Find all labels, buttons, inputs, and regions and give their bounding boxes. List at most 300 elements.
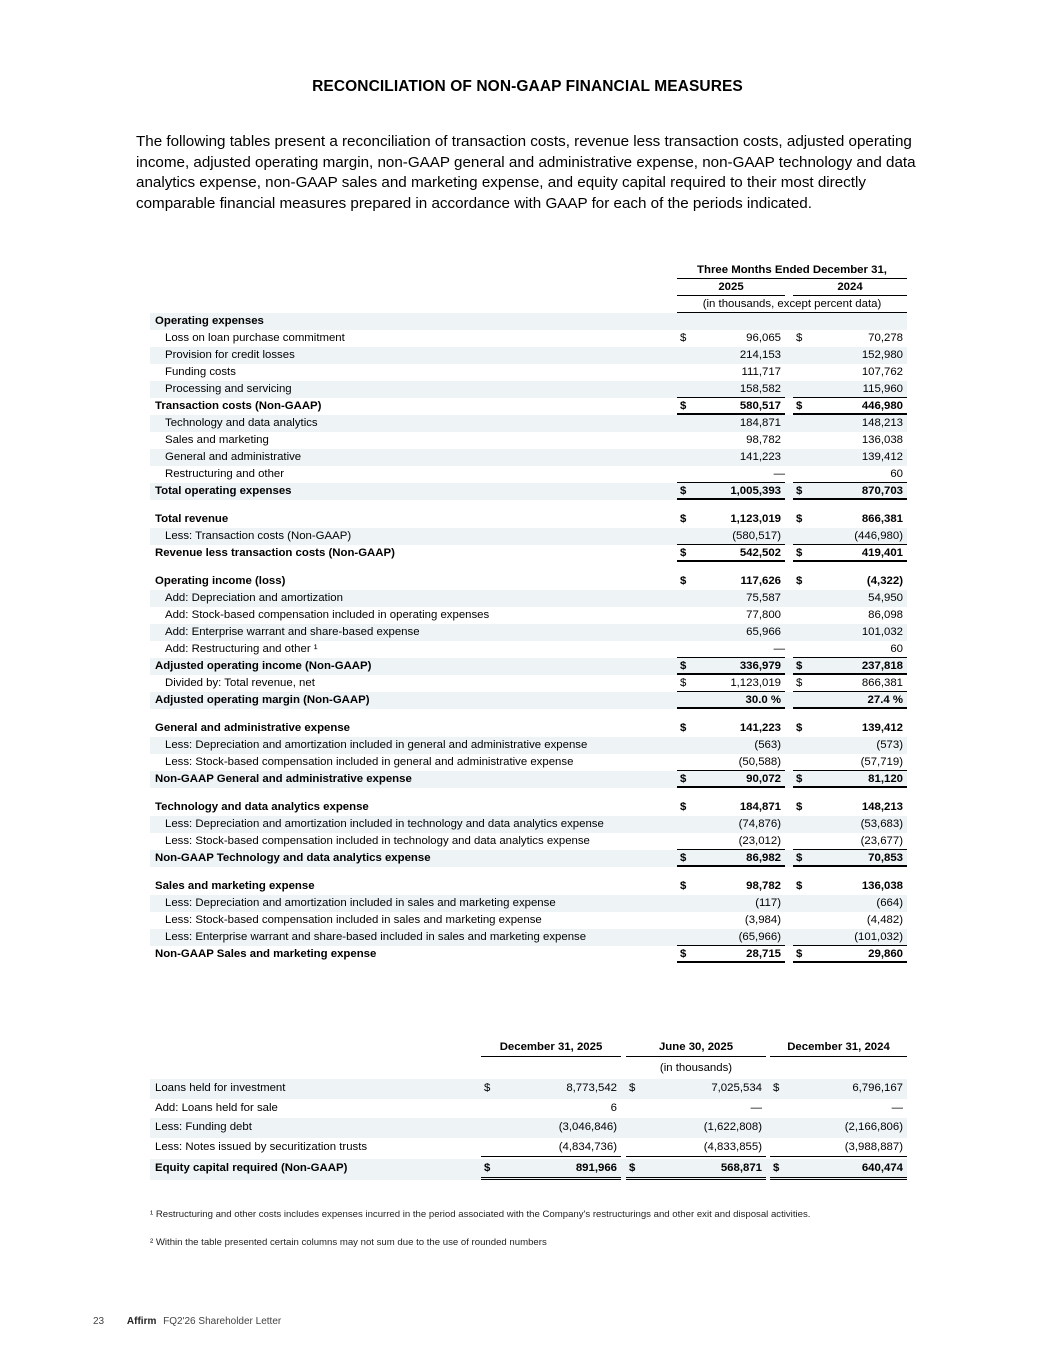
value: 336,979 bbox=[739, 660, 781, 672]
table-row bbox=[150, 816, 907, 833]
value-cell bbox=[677, 483, 785, 500]
value: 60 bbox=[890, 468, 903, 480]
value-cell bbox=[677, 415, 785, 432]
row-label: Non-GAAP Sales and marketing expense bbox=[155, 948, 377, 960]
value-cell bbox=[793, 816, 907, 833]
value: 139,412 bbox=[861, 451, 903, 463]
value: 136,038 bbox=[861, 880, 903, 892]
value: 77,800 bbox=[746, 609, 781, 621]
currency-symbol: $ bbox=[680, 400, 687, 412]
value: (573) bbox=[876, 739, 903, 751]
value-cell bbox=[677, 432, 785, 449]
intro-paragraph: The following tables present a reconciliation of transaction costs, revenue less transaction costs, adjusted operating income, adjusted operating margin, non-GAAP general and administrative expense, non-GAAP technology and data analytics expense, non-GAAP sales and marketing expense, and equity capital required to their most directly comparable financial measures prepared in accordance with GAAP for each of the periods indicated. bbox=[136, 133, 916, 212]
currency-symbol: $ bbox=[773, 1162, 780, 1174]
value: (563) bbox=[754, 739, 781, 751]
row-label: Loans held for investment bbox=[155, 1082, 286, 1094]
currency-symbol: $ bbox=[796, 722, 803, 734]
value: 75,587 bbox=[746, 592, 781, 604]
currency-symbol: $ bbox=[680, 852, 687, 864]
value-cell bbox=[793, 398, 907, 415]
row-label: Add: Stock-based compensation included in operating expenses bbox=[165, 609, 490, 621]
value-cell bbox=[677, 573, 785, 590]
table-row bbox=[150, 799, 907, 816]
row-label: Loss on loan purchase commitment bbox=[165, 332, 345, 344]
period-header: Three Months Ended December 31, bbox=[677, 262, 907, 279]
row-label: Sales and marketing expense bbox=[155, 880, 315, 892]
row-label: Provision for credit losses bbox=[165, 349, 295, 361]
col-2024-header: 2024 bbox=[793, 279, 907, 296]
currency-symbol: $ bbox=[796, 773, 803, 785]
table-row bbox=[150, 771, 907, 788]
table-row bbox=[150, 398, 907, 415]
value: (117) bbox=[755, 897, 781, 909]
value: 1,123,019 bbox=[730, 513, 781, 525]
row-label: Processing and servicing bbox=[165, 383, 292, 395]
value: — bbox=[773, 643, 785, 655]
value-cell bbox=[677, 590, 785, 607]
currency-symbol: $ bbox=[680, 485, 687, 497]
value: (664) bbox=[876, 897, 903, 909]
value-cell bbox=[481, 1099, 621, 1119]
row-label: Less: Stock-based compensation included in technology and data analytics expense bbox=[165, 835, 590, 847]
value: (446,980) bbox=[854, 530, 903, 542]
value: (580,517) bbox=[732, 530, 781, 542]
value: 86,982 bbox=[746, 852, 781, 864]
reconciliation-table bbox=[150, 262, 907, 963]
value-cell bbox=[626, 1099, 766, 1119]
currency-symbol: $ bbox=[680, 332, 687, 344]
value: 65,966 bbox=[746, 626, 781, 638]
units-note: (in thousands, except percent data) bbox=[677, 296, 907, 313]
page-title: RECONCILIATION OF NON-GAAP FINANCIAL MEASURES bbox=[312, 78, 743, 95]
value-cell bbox=[793, 946, 907, 963]
value: (1,622,808) bbox=[703, 1121, 762, 1133]
row-label: Revenue less transaction costs (Non-GAAP) bbox=[155, 547, 395, 559]
row-label: Operating income (loss) bbox=[155, 575, 286, 587]
value: 542,502 bbox=[739, 547, 781, 559]
value: 60 bbox=[890, 643, 903, 655]
value-cell bbox=[677, 946, 785, 963]
row-label: Funding costs bbox=[165, 366, 236, 378]
table-row bbox=[150, 833, 907, 850]
table2-units-row bbox=[150, 1059, 907, 1079]
col-dec-2025-header: December 31, 2025 bbox=[481, 1038, 621, 1057]
value-cell bbox=[626, 1159, 766, 1180]
value-cell bbox=[793, 466, 907, 483]
value: (101,032) bbox=[854, 931, 903, 943]
currency-symbol: $ bbox=[773, 1082, 780, 1094]
row-label: Less: Funding debt bbox=[155, 1121, 252, 1133]
currency-symbol: $ bbox=[680, 575, 687, 587]
value-cell bbox=[793, 771, 907, 788]
value-cell bbox=[770, 1079, 907, 1099]
value-cell bbox=[793, 415, 907, 432]
currency-symbol: $ bbox=[680, 513, 687, 525]
footnote-1: ¹ Restructuring and other costs includes expenses incurred in the period associated with the Company's restructurings and other exit and disposal activities. bbox=[150, 1209, 811, 1220]
currency-symbol: $ bbox=[629, 1082, 636, 1094]
col-dec-2024-header: December 31, 2024 bbox=[770, 1038, 907, 1057]
row-label: Restructuring and other bbox=[165, 468, 285, 480]
table-row bbox=[150, 850, 907, 867]
value-cell bbox=[677, 878, 785, 895]
table-row bbox=[150, 1079, 907, 1099]
row-spacer bbox=[150, 867, 907, 878]
currency-symbol: $ bbox=[680, 801, 687, 813]
value: 1,005,393 bbox=[730, 485, 781, 497]
table2-units: (in thousands) bbox=[659, 1062, 733, 1074]
value: 148,213 bbox=[861, 417, 903, 429]
value-cell bbox=[793, 675, 907, 692]
value: 98,782 bbox=[746, 880, 781, 892]
value-cell bbox=[793, 364, 907, 381]
value: 107,762 bbox=[861, 366, 903, 378]
value-cell bbox=[677, 816, 785, 833]
value-cell bbox=[793, 528, 907, 545]
currency-symbol: $ bbox=[796, 852, 803, 864]
row-label: Less: Depreciation and amortization included in sales and marketing expense bbox=[165, 897, 556, 909]
table-row bbox=[150, 1159, 907, 1180]
value-cell bbox=[793, 754, 907, 771]
value: 640,474 bbox=[861, 1162, 903, 1174]
table-row bbox=[150, 449, 907, 466]
table-row bbox=[150, 466, 907, 483]
value: — bbox=[750, 1101, 762, 1114]
row-label: Less: Stock-based compensation included in general and administrative expense bbox=[165, 756, 574, 768]
table-row bbox=[150, 511, 907, 528]
value: 54,950 bbox=[868, 592, 903, 604]
row-label: Operating expenses bbox=[155, 315, 264, 327]
row-label: Adjusted operating margin (Non-GAAP) bbox=[155, 694, 370, 706]
value: 136,038 bbox=[861, 434, 903, 446]
value-cell bbox=[793, 799, 907, 816]
table-row bbox=[150, 624, 907, 641]
table-row bbox=[150, 364, 907, 381]
table-row bbox=[150, 878, 907, 895]
value-cell bbox=[626, 1138, 766, 1158]
row-label: Divided by: Total revenue, net bbox=[165, 677, 315, 689]
value-cell bbox=[793, 895, 907, 912]
value: 141,223 bbox=[739, 451, 781, 463]
value: 115,960 bbox=[862, 383, 903, 395]
value: 580,517 bbox=[739, 400, 781, 412]
value: 81,120 bbox=[868, 773, 903, 785]
value-cell bbox=[677, 364, 785, 381]
value-cell bbox=[677, 545, 785, 562]
row-label: Transaction costs (Non-GAAP) bbox=[155, 400, 322, 412]
currency-symbol: $ bbox=[680, 547, 687, 559]
value: (4,834,736) bbox=[558, 1140, 617, 1153]
value-cell bbox=[793, 330, 907, 347]
table-row bbox=[150, 1138, 907, 1158]
value-cell bbox=[793, 658, 907, 675]
currency-symbol: $ bbox=[680, 880, 687, 892]
table-header-units bbox=[150, 296, 907, 313]
value-cell bbox=[793, 833, 907, 850]
table-row bbox=[150, 641, 907, 658]
col-jun-2025-header: June 30, 2025 bbox=[626, 1038, 766, 1057]
value-cell bbox=[793, 850, 907, 867]
table-row bbox=[150, 658, 907, 675]
col-2025-header: 2025 bbox=[677, 279, 785, 296]
value-cell bbox=[481, 1118, 621, 1138]
value: (57,719) bbox=[860, 756, 903, 768]
row-label: Less: Enterprise warrant and share-based included in sales and marketing expense bbox=[165, 931, 587, 943]
value-cell bbox=[677, 754, 785, 771]
value-cell bbox=[677, 799, 785, 816]
currency-symbol: $ bbox=[796, 332, 803, 344]
value-cell bbox=[793, 511, 907, 528]
value-cell bbox=[793, 573, 907, 590]
value: (4,833,855) bbox=[703, 1140, 762, 1153]
value-cell bbox=[677, 850, 785, 867]
value: 111,717 bbox=[741, 366, 781, 378]
value-cell bbox=[677, 528, 785, 545]
value: 568,871 bbox=[720, 1162, 762, 1174]
value-cell bbox=[677, 675, 785, 692]
row-label: Add: Depreciation and amortization bbox=[165, 592, 343, 604]
value-cell bbox=[770, 1159, 907, 1180]
currency-symbol: $ bbox=[796, 660, 803, 672]
row-label: Total operating expenses bbox=[155, 485, 292, 497]
value: 30.0 % bbox=[745, 694, 781, 706]
doc-name: FQ2'26 Shareholder Letter bbox=[163, 1316, 282, 1327]
value-cell bbox=[677, 511, 785, 528]
value-cell bbox=[770, 1099, 907, 1119]
value-cell bbox=[677, 347, 785, 364]
value-cell bbox=[793, 607, 907, 624]
equity-capital-table bbox=[150, 1038, 907, 1180]
value: 7,025,534 bbox=[711, 1082, 762, 1094]
value: 90,072 bbox=[746, 773, 781, 785]
value: 86,098 bbox=[868, 609, 903, 621]
value: 237,818 bbox=[861, 660, 903, 672]
value-cell bbox=[677, 912, 785, 929]
table-row bbox=[150, 545, 907, 562]
row-label: Non-GAAP Technology and data analytics expense bbox=[155, 852, 431, 864]
value: (50,588) bbox=[738, 756, 781, 768]
table-row bbox=[150, 528, 907, 545]
table-header-period bbox=[150, 262, 907, 279]
table-row bbox=[150, 607, 907, 624]
value-cell bbox=[793, 545, 907, 562]
value: 184,871 bbox=[739, 417, 781, 429]
value: (3,984) bbox=[744, 914, 781, 926]
value: 891,966 bbox=[575, 1162, 617, 1174]
value-cell bbox=[793, 929, 907, 946]
currency-symbol: $ bbox=[629, 1162, 636, 1174]
value: 70,853 bbox=[868, 852, 903, 864]
row-label: Less: Depreciation and amortization included in general and administrative expense bbox=[165, 739, 588, 751]
row-label: Technology and data analytics expense bbox=[155, 801, 369, 813]
value-cell bbox=[770, 1138, 907, 1158]
value: 139,412 bbox=[861, 722, 903, 734]
currency-symbol: $ bbox=[796, 575, 803, 587]
value-cell bbox=[793, 347, 907, 364]
row-label: Less: Notes issued by securitization trusts bbox=[155, 1140, 368, 1153]
currency-symbol: $ bbox=[796, 948, 803, 960]
table-row bbox=[150, 754, 907, 771]
table-row bbox=[150, 347, 907, 364]
value: 446,980 bbox=[861, 400, 903, 412]
value-cell bbox=[677, 624, 785, 641]
value: 184,871 bbox=[739, 801, 781, 813]
value-cell bbox=[793, 692, 907, 709]
value-cell bbox=[793, 381, 907, 398]
row-label: Total revenue bbox=[155, 513, 229, 525]
row-spacer bbox=[150, 788, 907, 799]
value-cell bbox=[677, 330, 785, 347]
value-cell bbox=[677, 929, 785, 946]
value-cell bbox=[481, 1138, 621, 1158]
value-cell bbox=[677, 398, 785, 415]
row-label: Less: Stock-based compensation included in sales and marketing expense bbox=[165, 914, 542, 926]
value: 866,381 bbox=[861, 677, 903, 689]
table-row bbox=[150, 573, 907, 590]
value: 214,153 bbox=[739, 349, 781, 361]
value: 419,401 bbox=[861, 547, 903, 559]
value: (23,677) bbox=[860, 835, 903, 847]
currency-symbol: $ bbox=[796, 513, 803, 525]
value-cell bbox=[793, 449, 907, 466]
table-row bbox=[150, 313, 907, 330]
row-label: General and administrative bbox=[165, 451, 302, 463]
row-spacer bbox=[150, 709, 907, 720]
table-row bbox=[150, 912, 907, 929]
value-cell bbox=[677, 381, 785, 398]
value-cell bbox=[793, 432, 907, 449]
row-label: Non-GAAP General and administrative expense bbox=[155, 773, 412, 785]
row-spacer bbox=[150, 562, 907, 573]
value: (3,046,846) bbox=[558, 1121, 617, 1133]
table-row bbox=[150, 946, 907, 963]
table-row bbox=[150, 432, 907, 449]
value: — bbox=[773, 468, 785, 480]
row-label: Add: Restructuring and other ¹ bbox=[165, 643, 318, 655]
currency-symbol: $ bbox=[796, 880, 803, 892]
value: 96,065 bbox=[746, 332, 781, 344]
currency-symbol: $ bbox=[680, 773, 687, 785]
currency-symbol: $ bbox=[796, 801, 803, 813]
value: (23,012) bbox=[738, 835, 781, 847]
value: 148,213 bbox=[861, 801, 903, 813]
table-header-years bbox=[150, 279, 907, 296]
currency-symbol: $ bbox=[484, 1082, 491, 1094]
value-cell bbox=[677, 833, 785, 850]
table-row bbox=[150, 720, 907, 737]
value-cell bbox=[677, 771, 785, 788]
value: (4,322) bbox=[866, 575, 903, 587]
value: 141,223 bbox=[739, 722, 781, 734]
value: 158,582 bbox=[739, 383, 781, 395]
value-cell bbox=[793, 737, 907, 754]
value: 866,381 bbox=[861, 513, 903, 525]
currency-symbol: $ bbox=[680, 660, 687, 672]
value-cell bbox=[677, 720, 785, 737]
row-label: Sales and marketing bbox=[165, 434, 269, 446]
value: (65,966) bbox=[738, 931, 781, 943]
value-cell bbox=[793, 641, 907, 658]
value-cell bbox=[677, 641, 785, 658]
value-cell bbox=[481, 1079, 621, 1099]
value: (3,988,887) bbox=[844, 1140, 903, 1153]
value: 28,715 bbox=[746, 948, 781, 960]
currency-symbol: $ bbox=[796, 547, 803, 559]
value: 27.4 % bbox=[867, 694, 903, 706]
table-row bbox=[150, 590, 907, 607]
value-cell bbox=[677, 692, 785, 709]
row-label: Less: Transaction costs (Non-GAAP) bbox=[165, 530, 352, 542]
value-cell bbox=[481, 1159, 621, 1180]
table-row bbox=[150, 895, 907, 912]
value: 98,782 bbox=[746, 434, 781, 446]
row-label: Equity capital required (Non-GAAP) bbox=[155, 1162, 348, 1174]
table-row bbox=[150, 692, 907, 709]
table-row bbox=[150, 1118, 907, 1138]
value: 6,796,167 bbox=[852, 1082, 903, 1094]
currency-symbol: $ bbox=[796, 485, 803, 497]
value-cell bbox=[793, 483, 907, 500]
value: 870,703 bbox=[861, 485, 903, 497]
currency-symbol: $ bbox=[484, 1162, 491, 1174]
value: 152,980 bbox=[861, 349, 903, 361]
value: 70,278 bbox=[868, 332, 903, 344]
row-label: Technology and data analytics bbox=[165, 417, 318, 429]
value: 8,773,542 bbox=[566, 1082, 617, 1094]
currency-symbol: $ bbox=[796, 677, 803, 689]
value: 1,123,019 bbox=[730, 677, 781, 689]
page-footer bbox=[93, 1316, 281, 1327]
value: 6 bbox=[610, 1101, 617, 1114]
value-cell bbox=[626, 1079, 766, 1099]
value: (53,683) bbox=[860, 818, 903, 830]
value-cell bbox=[793, 720, 907, 737]
value-cell bbox=[793, 878, 907, 895]
value-cell bbox=[677, 607, 785, 624]
value-cell bbox=[793, 912, 907, 929]
value-cell bbox=[677, 658, 785, 675]
table-row bbox=[150, 330, 907, 347]
currency-symbol: $ bbox=[796, 400, 803, 412]
value-cell bbox=[677, 449, 785, 466]
value-cell bbox=[677, 466, 785, 483]
value: — bbox=[891, 1101, 903, 1114]
row-spacer bbox=[150, 500, 907, 511]
table-row bbox=[150, 675, 907, 692]
page-number: 23 bbox=[93, 1316, 105, 1327]
value-cell bbox=[793, 590, 907, 607]
table-row bbox=[150, 929, 907, 946]
currency-symbol: $ bbox=[680, 722, 687, 734]
footnote-2: ² Within the table presented certain columns may not sum due to the use of rounded numbers bbox=[150, 1237, 547, 1248]
value-cell bbox=[626, 1118, 766, 1138]
currency-symbol: $ bbox=[680, 677, 687, 689]
table2-header bbox=[150, 1038, 907, 1059]
table-row bbox=[150, 415, 907, 432]
table-row bbox=[150, 483, 907, 500]
row-label: Less: Depreciation and amortization included in technology and data analytics expense bbox=[165, 818, 604, 830]
row-label: Adjusted operating income (Non-GAAP) bbox=[155, 660, 372, 672]
table-row bbox=[150, 1099, 907, 1119]
row-label: General and administrative expense bbox=[155, 722, 350, 734]
brand-name: Affirm bbox=[126, 1316, 157, 1327]
value: (74,876) bbox=[738, 818, 781, 830]
table-row bbox=[150, 381, 907, 398]
value-cell bbox=[677, 737, 785, 754]
value: 29,860 bbox=[868, 948, 903, 960]
value: 117,626 bbox=[740, 575, 781, 587]
row-label: Add: Loans held for sale bbox=[155, 1101, 278, 1114]
row-label: Add: Enterprise warrant and share-based expense bbox=[165, 626, 420, 638]
